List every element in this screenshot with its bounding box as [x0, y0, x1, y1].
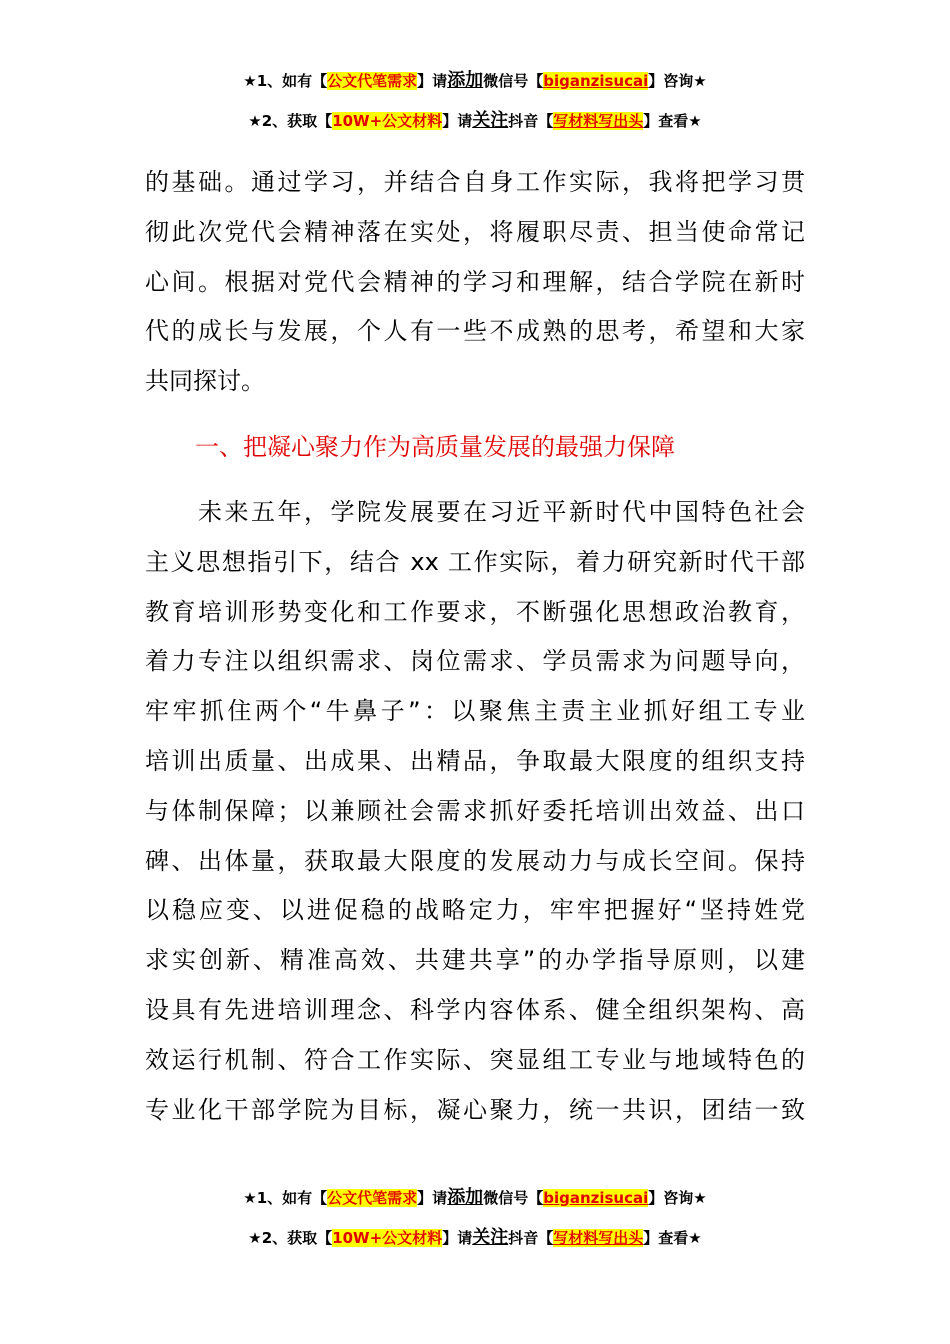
promo-text: ★1、如有【 [243, 72, 328, 90]
text-line: 的基础。通过学习，并结合自身工作实际，我将把学习贯 [145, 168, 805, 196]
text-line: 心间。根据对党代会精神的学习和理解，结合学院在新时 [145, 267, 805, 296]
text-line: 代的成长与发展，个人有一些不成熟的思考，希望和大家 [145, 317, 805, 346]
text-line: 与体制保障；以兼顾社会需求抓好委托培训出效益、出口 [145, 796, 805, 825]
promo-highlight: 10W+公文材料 [332, 1229, 443, 1247]
promo-highlight: 10W+公文材料 [332, 112, 443, 130]
promo-text: 】请 [442, 1229, 473, 1247]
paragraph-2 [145, 488, 805, 1135]
promo-douyin-id: 写材料写出头 [553, 112, 644, 130]
text-line: 牢牢抓住两个“牛鼻子”：以聚焦主责主业抓好组工专业 [145, 697, 805, 726]
promo-text: ★2、获取【 [248, 112, 333, 130]
promo-text: 微信号【 [483, 1189, 544, 1207]
promo-text: ★1、如有【 [243, 1189, 328, 1207]
footer-promo-line-2 [0, 1228, 950, 1248]
promo-text: 】请 [417, 1189, 448, 1207]
text-line: 彻此次党代会精神落在实处，将履职尽责、担当使命常记 [145, 217, 805, 246]
promo-text: 】查看★ [643, 1229, 702, 1247]
promo-text: 】咨询★ [648, 72, 707, 90]
text-line: 专业化干部学院为目标，凝心聚力，统一共识，团结一致 [145, 1095, 805, 1124]
promo-text: ★2、获取【 [248, 1229, 333, 1247]
promo-highlight: 公文代笔需求 [327, 1189, 418, 1207]
promo-text: 抖音【 [508, 112, 554, 130]
promo-emphasis: 添加 [447, 70, 484, 91]
text-line: 着力专注以组织需求、岗位需求、学员需求为问题导向， [145, 647, 805, 676]
promo-text: 抖音【 [508, 1229, 554, 1247]
text-line: 求实创新、精准高效、共建共享”的办学指导原则，以建 [145, 946, 805, 975]
promo-emphasis: 添加 [447, 1187, 484, 1208]
text-line: 主义思想指引下，结合 xx 工作实际，着力研究新时代干部 [145, 547, 805, 576]
promo-emphasis: 关注 [472, 110, 509, 131]
section-heading: 一、把凝心聚力作为高质量发展的最强力保障 [195, 433, 675, 461]
text-line: 共同探讨。 [145, 367, 265, 396]
text-line: 培训出质量、出成果、出精品，争取最大限度的组织支持 [145, 746, 805, 775]
text-line: 以稳应变、以进促稳的战略定力，牢牢把握好“坚持姓党 [145, 896, 805, 925]
promo-text: 】查看★ [643, 112, 702, 130]
promo-text: 】请 [442, 112, 473, 130]
promo-text: 微信号【 [483, 72, 544, 90]
promo-wechat-id: biganzisucai [543, 1189, 649, 1207]
promo-douyin-id: 写材料写出头 [553, 1229, 644, 1247]
promo-wechat-id: biganzisucai [543, 72, 649, 90]
footer-promo-line-1 [0, 1188, 950, 1208]
promo-text: 】咨询★ [648, 1189, 707, 1207]
promo-line-1 [0, 71, 950, 91]
text-line: 碑、出体量，获取最大限度的发展动力与成长空间。保持 [145, 846, 805, 875]
promo-line-2 [0, 111, 950, 131]
text-line: 未来五年，学院发展要在习近平新时代中国特色社会 [145, 498, 805, 526]
text-line: 效运行机制、符合工作实际、突显组工专业与地域特色的 [145, 1045, 805, 1074]
paragraph-1 [145, 158, 805, 407]
text-line: 教育培训形势变化和工作要求，不断强化思想政治教育， [145, 597, 805, 626]
promo-highlight: 公文代笔需求 [327, 72, 418, 90]
promo-emphasis: 关注 [472, 1227, 509, 1248]
promo-text: 】请 [417, 72, 448, 90]
text-line: 设具有先进培训理念、科学内容体系、健全组织架构、高 [145, 995, 805, 1024]
